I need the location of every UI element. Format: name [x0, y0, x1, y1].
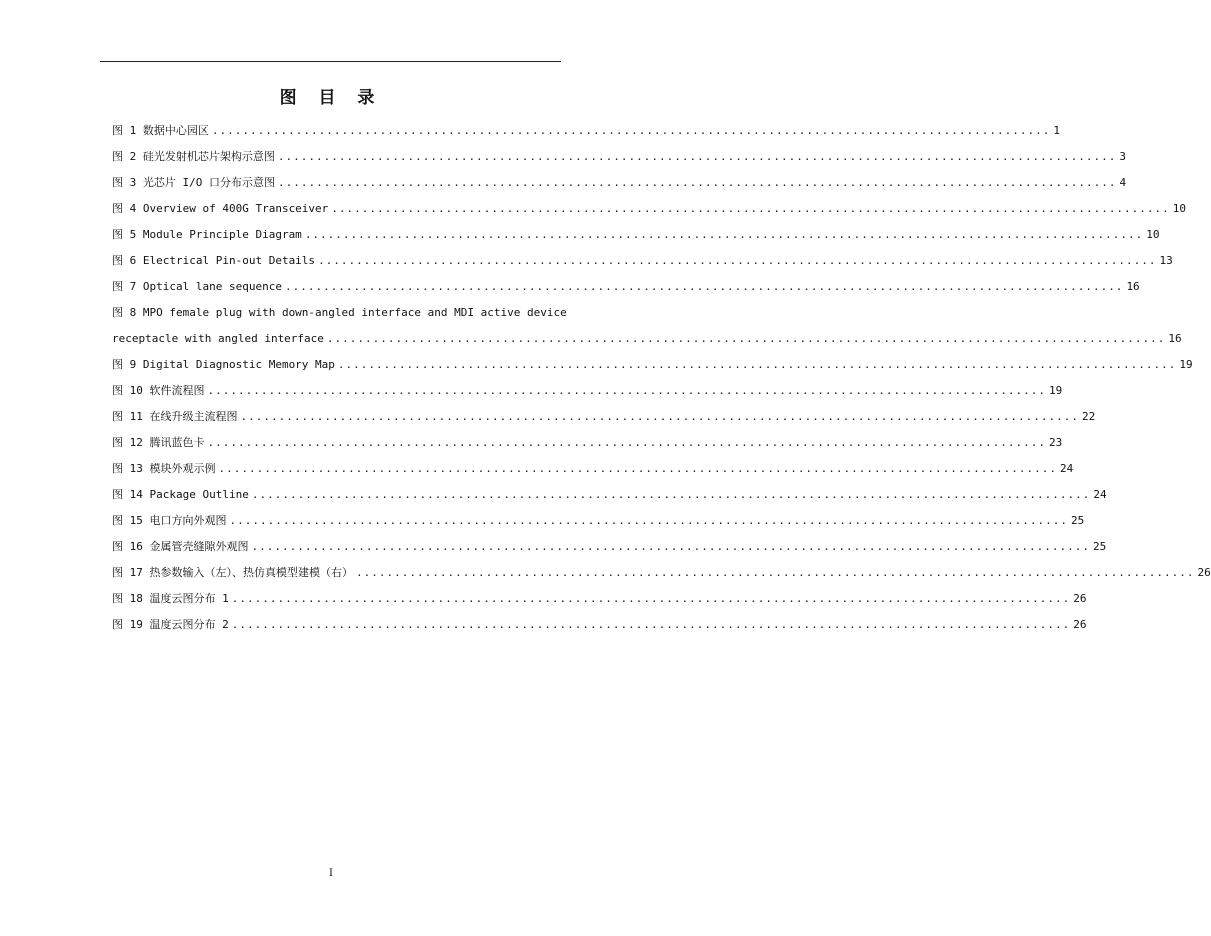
toc-entry-15[interactable] [112, 508, 1085, 534]
toc-title: 图 目 录 [279, 88, 383, 108]
toc-entry-19[interactable] [112, 612, 1087, 638]
toc-entry-label: 图 16 金属管壳缝隙外观图 [112, 540, 249, 553]
toc-entry-page: 1 [1053, 124, 1060, 137]
toc-entry-4[interactable] [112, 196, 1187, 222]
toc-leader-dots: .............................................................................................................. [231, 592, 1071, 605]
toc-leader-dots: .............................................................................................................. [304, 228, 1144, 241]
toc-entry-page: 25 [1070, 514, 1085, 527]
toc-leader-dots: .............................................................................................................. [218, 462, 1057, 475]
toc-entry-16[interactable] [112, 534, 1107, 560]
toc-entry-label: 图 1 数据中心园区 [112, 124, 209, 137]
toc-entry-label: 图 15 电口方向外观图 [112, 514, 227, 527]
toc-entry-label: 图 10 软件流程图 [112, 384, 205, 397]
toc-leader-dots: .............................................................................................................. [326, 332, 1166, 345]
page-number: I [329, 868, 333, 879]
toc-entry-6[interactable] [112, 248, 1173, 274]
toc-entry-12[interactable] [112, 430, 1063, 456]
toc-entry-label: 图 12 腾讯蓝色卡 [112, 436, 205, 449]
toc-leader-dots: .............................................................................................................. [211, 124, 1051, 137]
toc-leader-dots: .............................................................................................................. [277, 150, 1117, 163]
toc-entry-label: 图 9 Digital Diagnostic Memory Map [112, 358, 335, 371]
toc-leader-dots: .............................................................................................................. [284, 280, 1124, 293]
toc-entry-label: 图 5 Module Principle Diagram [112, 228, 302, 241]
toc-entry-page: 26 [1073, 618, 1087, 631]
toc-entry-9[interactable] [112, 352, 1193, 378]
toc-entry-label: 图 11 在线升级主流程图 [112, 410, 238, 423]
toc-entry-label: 图 6 Electrical Pin-out Details [112, 254, 316, 267]
toc-entry-7[interactable] [112, 274, 1140, 300]
toc-entry-label: 图 13 模块外观示例 [112, 462, 216, 475]
toc-entry-page: 24 [1059, 462, 1074, 475]
toc-entry-label: 图 2 硅光发射机芯片架构示意图 [112, 150, 275, 163]
toc-leader-dots: .............................................................................................................. [251, 540, 1090, 553]
toc-entry-1[interactable] [112, 118, 1060, 144]
toc-entry-page: 3 [1119, 150, 1126, 163]
toc-entry-5[interactable] [112, 222, 1160, 248]
toc-leader-dots: .............................................................................................................. [207, 384, 1046, 397]
toc-leader-dots: .............................................................................................................. [231, 618, 1071, 631]
toc-leader-dots: .............................................................................................................. [240, 410, 1079, 423]
toc-entry-8-line-2[interactable] [112, 326, 1182, 352]
toc-entry-label: 图 8 MPO female plug with down-angled interface and MDI active device [112, 306, 567, 319]
toc-entry-14[interactable] [112, 482, 1107, 508]
toc-entry-page: 4 [1119, 176, 1127, 189]
toc-entry-page: 16 [1168, 332, 1182, 345]
toc-entry-page: 26 [1073, 592, 1087, 605]
toc-entry-label: 图 18 温度云图分布 1 [112, 592, 229, 605]
toc-entry-18[interactable] [112, 586, 1087, 612]
toc-entry-page: 24 [1093, 488, 1107, 501]
toc-leader-dots: .............................................................................................................. [337, 358, 1177, 371]
toc-entry-10[interactable] [112, 378, 1063, 404]
toc-entry-3[interactable] [112, 170, 1127, 196]
toc-leader-dots: .............................................................................................................. [251, 488, 1091, 501]
toc-leader-dots: .............................................................................................................. [207, 436, 1046, 449]
toc-entry-2[interactable] [112, 144, 1126, 170]
header-rule [100, 61, 561, 62]
toc-entry-page: 10 [1146, 228, 1160, 241]
toc-entry-13[interactable] [112, 456, 1074, 482]
toc-entry-page: 10 [1172, 202, 1187, 215]
toc-entry-page: 26 [1197, 566, 1211, 579]
toc-entry-page: 22 [1081, 410, 1096, 423]
toc-entry-label: 图 14 Package Outline [112, 488, 249, 501]
toc-leader-dots: .............................................................................................................. [331, 202, 1170, 215]
toc-entry-page: 19 [1179, 358, 1193, 371]
toc-entry-11[interactable] [112, 404, 1096, 430]
toc-entry-label: 图 7 Optical lane sequence [112, 280, 282, 293]
toc-entry-8-line-1[interactable] [112, 300, 567, 326]
toc-entry-page: 16 [1126, 280, 1140, 293]
toc-leader-dots: .............................................................................................................. [277, 176, 1117, 189]
toc-entry-page: 23 [1048, 436, 1063, 449]
toc-entry-label: 图 17 热参数输入（左）、热仿真模型建模（右） [112, 566, 353, 579]
toc-leader-dots: .............................................................................................................. [356, 566, 1195, 579]
toc-entry-page: 19 [1048, 384, 1063, 397]
toc-entry-17[interactable] [112, 560, 1211, 586]
toc-leader-dots: .............................................................................................................. [229, 514, 1068, 527]
toc-leader-dots: .............................................................................................................. [318, 254, 1157, 267]
toc-entry-page: 13 [1159, 254, 1173, 267]
toc-entry-label: 图 4 Overview of 400G Transceiver [112, 202, 329, 215]
toc-entry-label: receptacle with angled interface [112, 332, 324, 345]
figure-toc-list [112, 118, 1211, 638]
toc-entry-page: 25 [1092, 540, 1107, 553]
toc-entry-label: 图 19 温度云图分布 2 [112, 618, 229, 631]
toc-entry-label: 图 3 光芯片 I/O 口分布示意图 [112, 176, 275, 189]
